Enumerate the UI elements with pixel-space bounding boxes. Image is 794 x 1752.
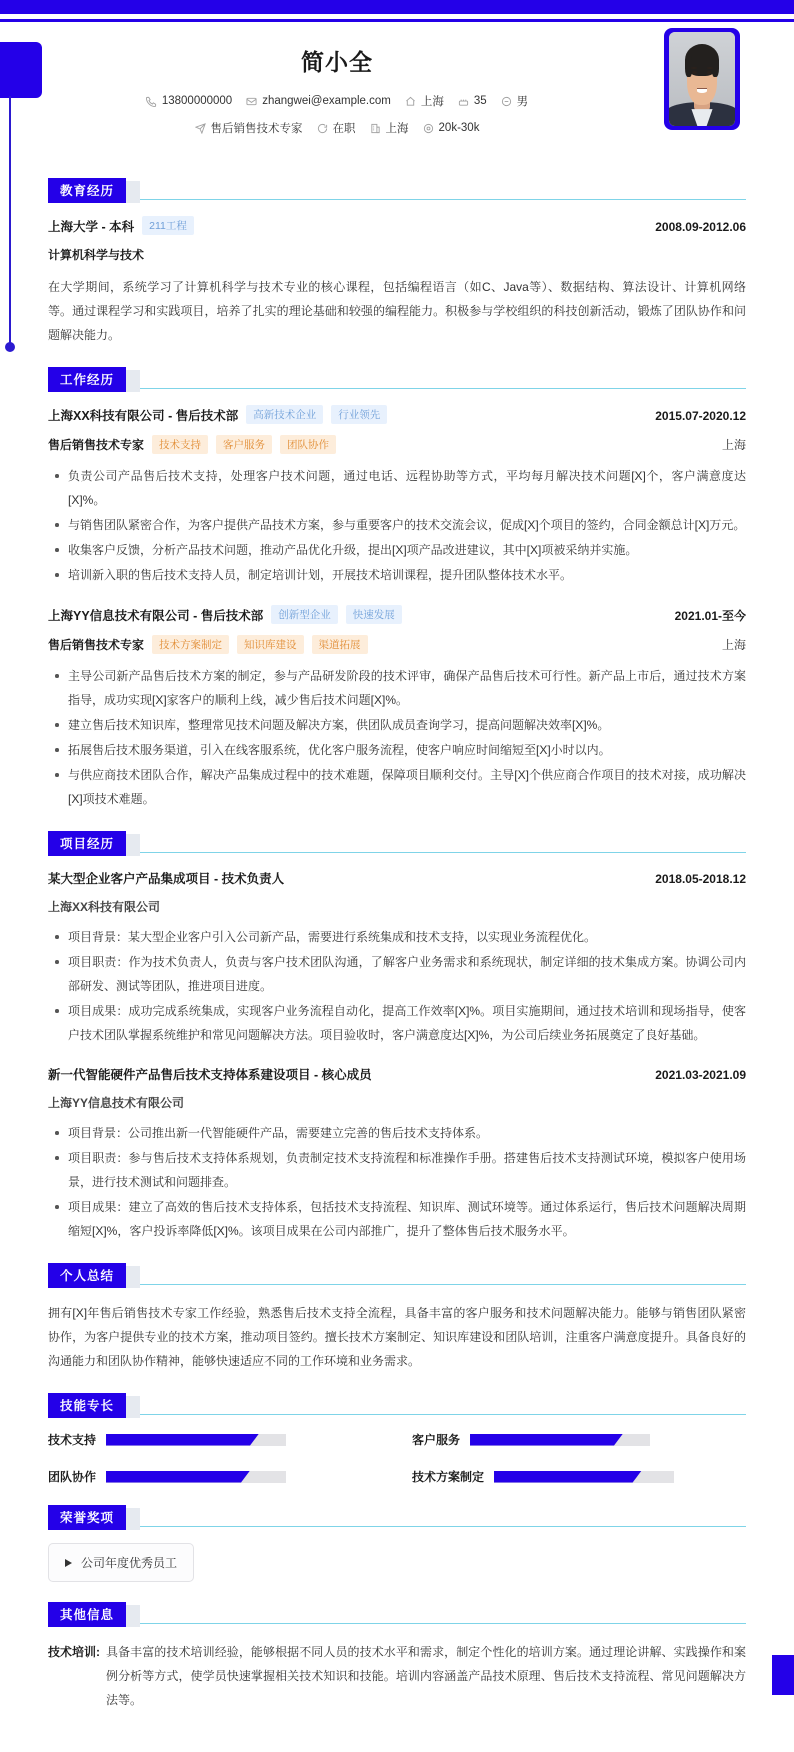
skill-progress-track bbox=[106, 1434, 286, 1446]
list-item: 项目成果：成功完成系统集成，实现客户业务流程自动化，提高工作效率[X]%。项目实施期间，通过技术培训和现场指导，使客户技术团队掌握系统维护和常见问题解决方法。项目验收时，客户满意度达[X]%，为公司后续业务拓展奠定了良好基础。 bbox=[48, 999, 746, 1047]
status-icon bbox=[317, 123, 328, 134]
contact-email-value: zhangwei@example.com bbox=[262, 95, 391, 107]
project-entry bbox=[48, 869, 746, 1047]
contact-phone bbox=[146, 95, 232, 107]
avatar bbox=[664, 28, 740, 130]
section-rule bbox=[48, 1284, 746, 1286]
section-heading-skills bbox=[48, 1393, 746, 1415]
section-title-work: 工作经历 bbox=[48, 367, 126, 392]
section-rule bbox=[48, 852, 746, 854]
contact-phone-value: 13800000000 bbox=[161, 95, 233, 107]
work-company: 上海XX科技有限公司 - 售后技术部 bbox=[48, 408, 239, 423]
project-bullets bbox=[48, 1121, 746, 1243]
section-other bbox=[48, 1602, 746, 1712]
section-summary bbox=[48, 1263, 746, 1373]
project-company: 上海XX科技有限公司 bbox=[48, 900, 161, 914]
skill-label: 技术方案制定 bbox=[412, 1470, 485, 1484]
project-company: 上海YY信息技术有限公司 bbox=[48, 1096, 185, 1110]
work-date: 2015.07-2020.12 bbox=[655, 408, 746, 423]
resume-header bbox=[48, 22, 746, 158]
section-title-other: 其他信息 bbox=[48, 1602, 126, 1627]
list-item: 项目背景：某大型企业客户引入公司新产品，需要进行系统集成和技术支持，以实现业务流程优化。 bbox=[48, 925, 746, 949]
work-date: 2021.01-至今 bbox=[674, 608, 746, 623]
cake-icon bbox=[458, 96, 469, 107]
gender-icon bbox=[501, 96, 512, 107]
skill-label: 技术支持 bbox=[48, 1433, 97, 1447]
work-company-tag: 高新技术企业 bbox=[246, 405, 323, 424]
section-title-education: 教育经历 bbox=[48, 178, 126, 203]
play-triangle-icon bbox=[65, 1559, 72, 1567]
project-name: 某大型企业客户产品集成项目 - 技术负责人 bbox=[48, 872, 285, 886]
skill-item bbox=[48, 1431, 382, 1448]
skill-progress-track bbox=[106, 1471, 286, 1483]
contact-hometown-value: 上海 bbox=[420, 96, 444, 108]
contact-position-value: 售后销售技术专家 bbox=[210, 123, 303, 135]
skill-item bbox=[412, 1431, 746, 1448]
section-title-skills: 技能专长 bbox=[48, 1393, 126, 1418]
contact-row-primary bbox=[48, 93, 746, 109]
contact-work-city bbox=[370, 120, 409, 136]
page-title: 简小全 bbox=[301, 49, 373, 75]
building-icon bbox=[370, 123, 381, 134]
skill-progress-fill bbox=[494, 1471, 642, 1483]
summary-text: 拥有[X]年售后销售技术专家工作经验，熟悉售后技术支持全流程，具备丰富的客户服务和技术问题解决能力。能够与销售团队紧密协作，为客户提供专业的技术方案，推动项目签约。擅长技术方案制定、知识库建设和团队培训，注重客户满意度提升。具备良好的沟通能力和团队协作精神，能够快速适应不同的工作环境和业务需求。 bbox=[48, 1306, 746, 1368]
phone-icon bbox=[146, 96, 157, 107]
education-tag: 211工程 bbox=[142, 216, 194, 235]
section-skills bbox=[48, 1393, 746, 1485]
section-heading-education bbox=[48, 178, 746, 200]
list-item: 主导公司新产品售后技术方案的制定，参与产品研发阶段的技术评审，确保产品售后技术可行性。新产品上市后，通过技术方案指导，成功实现[X]家客户的顺利上线，减少售后技术问题[X]%。 bbox=[48, 664, 746, 712]
project-date: 2021.03-2021.09 bbox=[655, 1068, 746, 1082]
section-title-projects: 项目经历 bbox=[48, 831, 126, 856]
contact-job-status-value: 在职 bbox=[332, 123, 356, 135]
salary-icon bbox=[423, 123, 434, 134]
work-entry bbox=[48, 405, 746, 587]
list-item: 与销售团队紧密合作，为客户提供产品技术方案，参与重要客户的技术交流会议，促成[X]个项目的签约，合同金额总计[X]万元。 bbox=[48, 513, 746, 537]
work-skill-tag: 客户服务 bbox=[216, 435, 272, 454]
project-entry bbox=[48, 1065, 746, 1243]
contact-email bbox=[246, 95, 391, 107]
work-bullets bbox=[48, 664, 746, 811]
section-title-honors: 荣誉奖项 bbox=[48, 1505, 126, 1530]
work-company-tag: 快速发展 bbox=[346, 605, 402, 624]
work-skill-tag: 知识库建设 bbox=[237, 635, 304, 654]
section-projects bbox=[48, 831, 746, 1243]
honor-list bbox=[48, 1543, 746, 1582]
other-info-row bbox=[48, 1640, 746, 1712]
section-rule bbox=[48, 388, 746, 390]
mail-icon bbox=[246, 96, 257, 107]
section-education bbox=[48, 178, 746, 347]
list-item: 项目背景：公司推出新一代智能硬件产品，需要建立完善的售后技术支持体系。 bbox=[48, 1121, 746, 1145]
section-title-summary: 个人总结 bbox=[48, 1263, 126, 1288]
avatar-photo bbox=[669, 32, 735, 126]
education-school: 上海大学 - 本科 bbox=[48, 219, 135, 234]
honor-label: 公司年度优秀员工 bbox=[81, 1556, 178, 1570]
work-entry bbox=[48, 605, 746, 811]
section-rule bbox=[48, 1526, 746, 1528]
other-info-text: 具备丰富的技术培训经验，能够根据不同人员的技术水平和需求，制定个性化的培训方案。通过理论讲解、实践操作和案例分析等方式，使学员快速掌握相关技术知识和技能。培训内容涵盖产品技术原理、售后技术支持流程、常见问题解决方法等。 bbox=[106, 1645, 746, 1707]
contact-gender-value: 男 bbox=[516, 96, 529, 108]
skill-label: 团队协作 bbox=[48, 1470, 97, 1484]
work-bullets bbox=[48, 464, 746, 587]
contact-work-city-value: 上海 bbox=[385, 123, 409, 135]
skill-progress-fill bbox=[106, 1471, 250, 1483]
work-skill-tag: 技术方案制定 bbox=[152, 635, 229, 654]
work-location: 上海 bbox=[721, 638, 746, 652]
contact-job-status bbox=[317, 120, 356, 136]
work-role: 售后销售技术专家 bbox=[48, 438, 145, 452]
work-role: 售后销售技术专家 bbox=[48, 638, 145, 652]
project-bullets bbox=[48, 925, 746, 1047]
project-name: 新一代智能硬件产品售后技术支持体系建设项目 - 核心成员 bbox=[48, 1068, 372, 1082]
section-work bbox=[48, 367, 746, 811]
list-item: 与供应商技术团队合作，解决产品集成过程中的技术难题，保障项目顺利交付。主导[X]个供应商合作项目的技术对接，成功解决[X]项技术难题。 bbox=[48, 763, 746, 811]
list-item: 收集客户反馈，分析产品技术问题，推动产品优化升级，提出[X]项产品改进建议，其中[X]项被采纳并实施。 bbox=[48, 538, 746, 562]
section-honors bbox=[48, 1505, 746, 1582]
work-company: 上海YY信息技术有限公司 - 售后技术部 bbox=[48, 608, 264, 623]
skill-item bbox=[48, 1468, 382, 1485]
work-skill-tag: 渠道拓展 bbox=[312, 635, 368, 654]
section-rule bbox=[48, 1414, 746, 1416]
section-heading-honors bbox=[48, 1505, 746, 1527]
other-info-label: 技术培训: bbox=[48, 1645, 100, 1659]
section-heading-work bbox=[48, 367, 746, 389]
contact-row-secondary bbox=[48, 120, 746, 136]
contact-age bbox=[458, 95, 487, 107]
contact-age-value: 35 bbox=[473, 95, 487, 107]
skills-grid bbox=[48, 1431, 746, 1485]
honor-chip bbox=[48, 1543, 194, 1582]
list-item: 项目职责：作为技术负责人，负责与客户技术团队沟通，了解客户业务需求和系统现状，制定详细的技术集成方案。协调公司内部研发、测试等团队，推进项目进度。 bbox=[48, 950, 746, 998]
section-rule bbox=[48, 1623, 746, 1625]
skill-progress-fill bbox=[106, 1434, 259, 1446]
list-item: 项目职责：参与售后技术支持体系规划，负责制定技术支持流程和标准操作手册。搭建售后技术支持测试环境，模拟客户使用场景，进行技术测试和问题排查。 bbox=[48, 1146, 746, 1194]
education-major: 计算机科学与技术 bbox=[48, 248, 145, 262]
section-heading-other bbox=[48, 1602, 746, 1624]
list-item: 拓展售后技术服务渠道，引入在线客服系统，优化客户服务流程，使客户响应时间缩短至[X]小时以内。 bbox=[48, 738, 746, 762]
contact-salary-value: 20k-30k bbox=[438, 122, 480, 134]
skill-progress-track bbox=[494, 1471, 674, 1483]
list-item: 培训新入职的售后技术支持人员，制定培训计划，开展技术培训课程，提升团队整体技术水平。 bbox=[48, 563, 746, 587]
work-location: 上海 bbox=[721, 438, 746, 452]
skill-item bbox=[412, 1468, 746, 1485]
skill-progress-fill bbox=[470, 1434, 623, 1446]
work-company-tag: 行业领先 bbox=[331, 405, 387, 424]
project-date: 2018.05-2018.12 bbox=[655, 872, 746, 886]
section-heading-summary bbox=[48, 1263, 746, 1285]
list-item: 建立售后技术知识库，整理常见技术问题及解决方案，供团队成员查询学习，提高问题解决效率[X]%。 bbox=[48, 713, 746, 737]
list-item: 项目成果：建立了高效的售后技术支持体系，包括技术支持流程、知识库、测试环境等。通过体系运行，售后技术问题解决周期缩短[X]%，客户投诉率降低[X]%。该项目成果在公司内部推广，提升了整体售后技术服务水平。 bbox=[48, 1195, 746, 1243]
education-description: 在大学期间，系统学习了计算机科学与技术专业的核心课程，包括编程语言（如C、Java等）、数据结构、算法设计、计算机网络等。通过课程学习和实践项目，培养了扎实的理论基础和较强的编程能力。积极参与学校组织的科技创新活动，锻炼了团队协作和问题解决能力。 bbox=[48, 280, 746, 342]
contact-position bbox=[195, 120, 303, 136]
contact-salary bbox=[423, 122, 480, 134]
work-skill-tag: 团队协作 bbox=[280, 435, 336, 454]
work-company-tag: 创新型企业 bbox=[271, 605, 338, 624]
contact-hometown bbox=[405, 93, 444, 109]
skill-label: 客户服务 bbox=[412, 1433, 461, 1447]
education-date: 2008.09-2012.06 bbox=[655, 219, 746, 234]
section-heading-projects bbox=[48, 831, 746, 853]
home-icon bbox=[405, 96, 416, 107]
education-entry bbox=[48, 216, 746, 347]
work-skill-tag: 技术支持 bbox=[152, 435, 208, 454]
skill-progress-track bbox=[470, 1434, 650, 1446]
section-rule bbox=[48, 199, 746, 201]
contact-gender bbox=[501, 93, 529, 109]
rocket-icon bbox=[195, 123, 206, 134]
list-item: 负责公司产品售后技术支持，处理客户技术问题，通过电话、远程协助等方式，平均每月解决技术问题[X]个，客户满意度达[X]%。 bbox=[48, 464, 746, 512]
